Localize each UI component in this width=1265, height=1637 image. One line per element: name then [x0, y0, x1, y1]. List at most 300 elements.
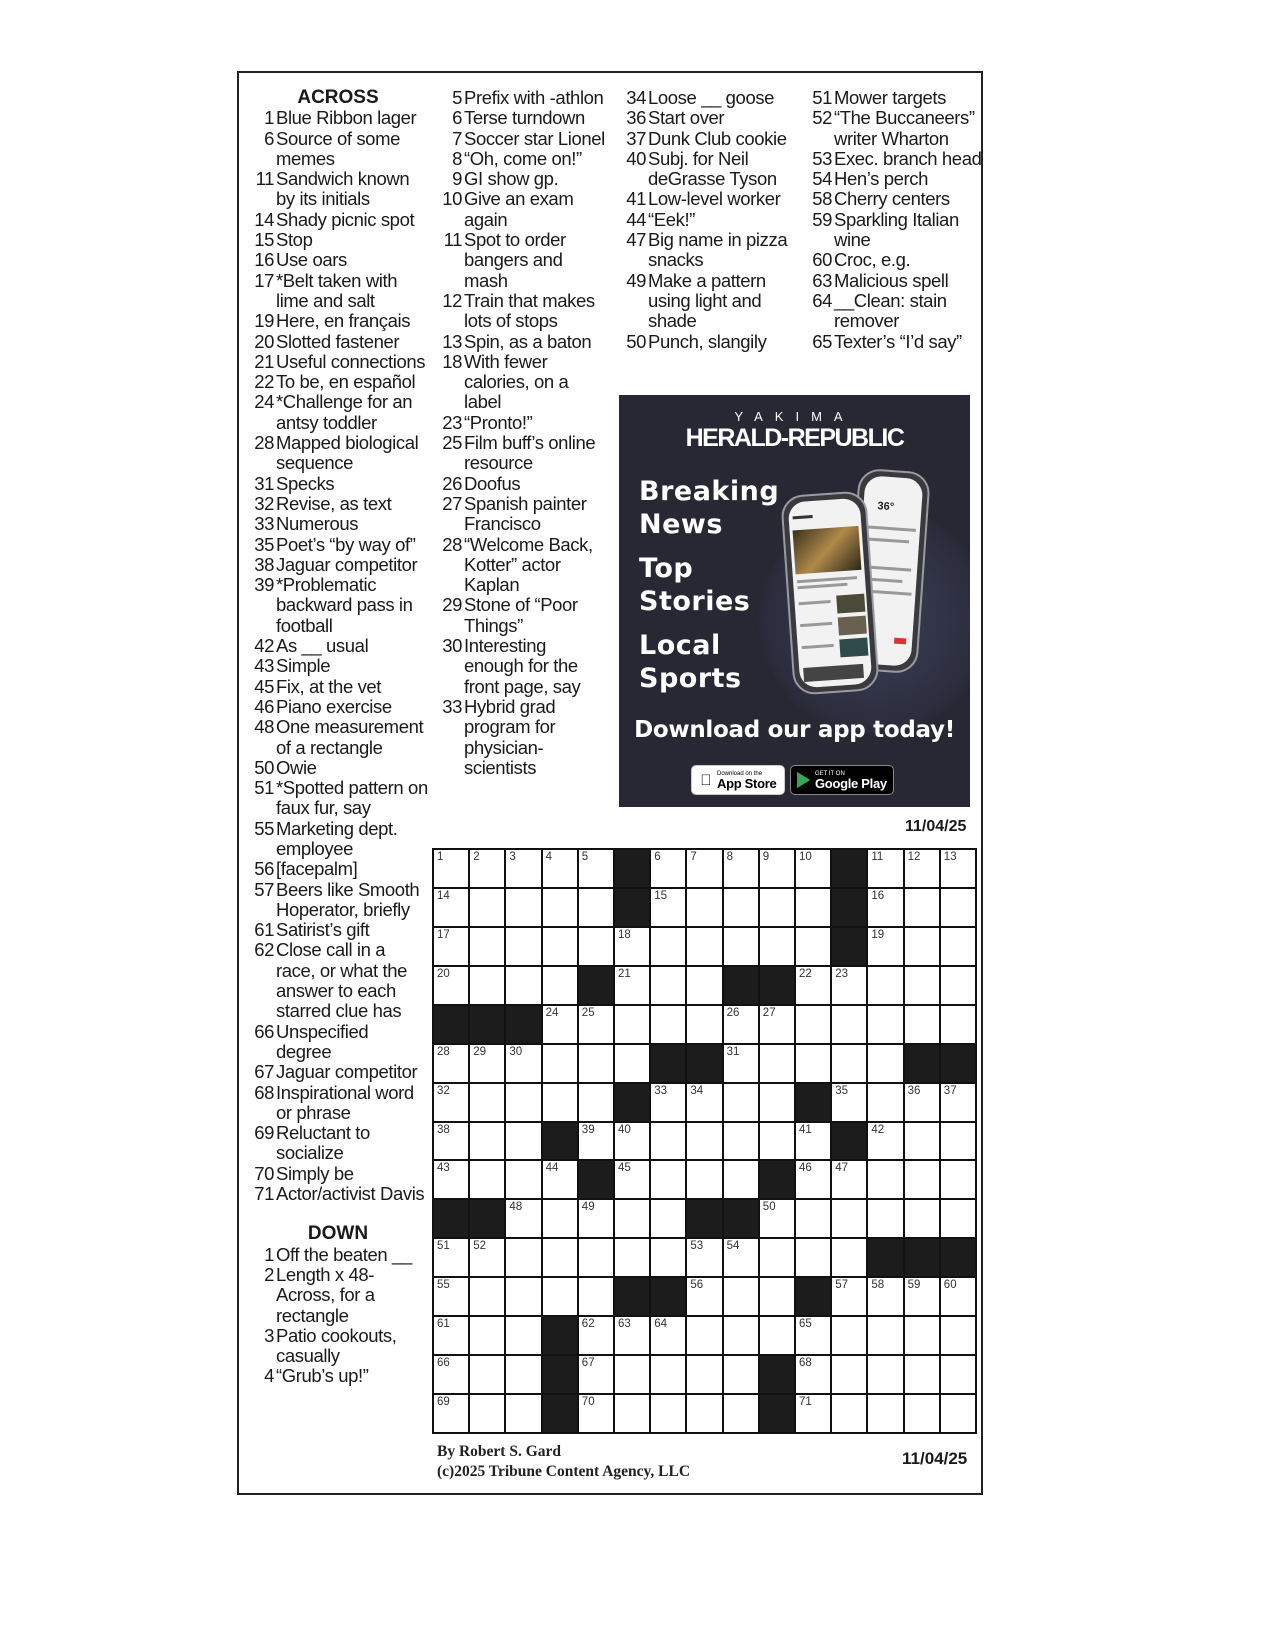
grid-cell[interactable]	[615, 1395, 649, 1432]
clue-text: Piano exercise	[276, 695, 392, 717]
grid-cell[interactable]	[506, 1239, 540, 1276]
grid-cell[interactable]	[543, 1200, 577, 1237]
grid-cell[interactable]	[470, 1356, 504, 1393]
clue-text: *Belt taken with lime and salt	[276, 269, 398, 311]
grid-cell[interactable]	[543, 928, 577, 965]
grid-cell[interactable]	[760, 1084, 794, 1121]
grid-cell[interactable]	[905, 1084, 939, 1121]
grid-cell[interactable]	[651, 1084, 685, 1121]
grid-cell[interactable]	[796, 1395, 830, 1432]
cell-number: 11	[871, 851, 884, 863]
grid-block	[687, 1200, 721, 1237]
clue-text: Loose __ goose	[648, 87, 775, 108]
clue-text: Specks	[276, 472, 335, 494]
grid-cell[interactable]	[506, 1045, 540, 1082]
grid-cell[interactable]	[796, 1006, 830, 1043]
clue-text: Simply be	[276, 1162, 354, 1184]
google-play-button[interactable]	[790, 765, 894, 795]
grid-cell[interactable]	[796, 1317, 830, 1354]
grid-cell[interactable]	[905, 1356, 939, 1393]
clue-text: Stop	[276, 229, 313, 251]
grid-cell[interactable]	[543, 1239, 577, 1276]
grid-cell[interactable]	[868, 1356, 902, 1393]
grid-cell[interactable]	[579, 1123, 613, 1160]
grid-block	[543, 1123, 577, 1160]
grid-cell[interactable]	[506, 1123, 540, 1160]
grid-block	[543, 1317, 577, 1354]
grid-cell[interactable]	[434, 1317, 468, 1354]
grid-cell[interactable]	[579, 1084, 613, 1121]
grid-cell[interactable]	[905, 1006, 939, 1043]
grid-cell[interactable]	[724, 1278, 758, 1315]
across-clue-55	[248, 819, 428, 860]
grid-cell[interactable]	[470, 1278, 504, 1315]
clue-text: Numerous	[276, 513, 359, 535]
down-clue-58	[806, 189, 982, 209]
grid-cell[interactable]	[470, 850, 504, 887]
grid-cell[interactable]	[470, 1395, 504, 1432]
grid-cell[interactable]	[760, 1006, 794, 1043]
grid-cell[interactable]	[434, 928, 468, 965]
clue-number: 38	[254, 553, 274, 575]
clue-text: As __ usual	[276, 635, 369, 657]
cell-number: 24	[545, 1006, 559, 1019]
grid-cell[interactable]	[615, 1317, 649, 1354]
grid-cell[interactable]	[868, 1045, 902, 1082]
grid-cell[interactable]	[941, 1278, 975, 1315]
cell-number: 8	[726, 851, 733, 863]
grid-block	[543, 1356, 577, 1393]
grid-cell[interactable]	[941, 1395, 975, 1432]
clue-number: 37	[626, 127, 646, 149]
grid-cell[interactable]	[579, 1278, 613, 1315]
grid-cell[interactable]	[941, 1084, 975, 1121]
grid-cell[interactable]	[832, 1278, 866, 1315]
grid-block	[615, 850, 649, 887]
clue-text: “Grub’s up!”	[276, 1365, 369, 1387]
grid-cell[interactable]	[470, 1084, 504, 1121]
grid-cell[interactable]	[687, 1161, 721, 1198]
clue-number: 15	[254, 229, 274, 251]
grid-cell[interactable]	[868, 889, 902, 926]
across-clue-28	[248, 433, 428, 474]
cell-number: 2	[473, 851, 480, 863]
grid-block	[506, 1006, 540, 1043]
grid-cell[interactable]	[941, 1006, 975, 1043]
ad-call-to-action: Download our app today!	[634, 717, 955, 743]
across-clue-71	[248, 1184, 428, 1204]
grid-cell[interactable]	[868, 850, 902, 887]
app-store-button[interactable]	[691, 765, 785, 795]
grid-cell[interactable]	[760, 889, 794, 926]
grid-cell[interactable]	[651, 1006, 685, 1043]
ad-feature-word: Stories	[639, 586, 751, 617]
grid-cell[interactable]	[434, 1356, 468, 1393]
puzzle-date-bottom: 11/04/25	[902, 1449, 968, 1468]
grid-cell[interactable]	[506, 1200, 540, 1237]
grid-cell[interactable]	[941, 1200, 975, 1237]
grid-cell[interactable]	[760, 1123, 794, 1160]
grid-cell[interactable]	[579, 850, 613, 887]
cell-number: 27	[762, 1006, 776, 1019]
grid-cell[interactable]	[687, 1395, 721, 1432]
grid-cell[interactable]	[434, 1395, 468, 1432]
down-clue-34	[620, 88, 800, 108]
down-clue-27	[436, 494, 608, 535]
grid-cell[interactable]	[760, 850, 794, 887]
grid-cell[interactable]	[651, 889, 685, 926]
grid-cell[interactable]	[832, 1006, 866, 1043]
clue-number: 31	[254, 472, 274, 494]
grid-cell[interactable]	[796, 1045, 830, 1082]
across-clue-31	[248, 474, 428, 494]
crossword-grid[interactable]	[432, 848, 977, 1434]
grid-cell[interactable]	[905, 1161, 939, 1198]
grid-cell[interactable]	[941, 928, 975, 965]
cell-number: 48	[509, 1201, 523, 1214]
clue-text: Interesting enough for the front page, say	[464, 635, 581, 697]
grid-cell[interactable]	[615, 1161, 649, 1198]
grid-cell[interactable]	[796, 928, 830, 965]
clue-number: 28	[442, 533, 462, 555]
clue-text: Dunk Club cookie	[648, 127, 787, 149]
grid-cell[interactable]	[543, 967, 577, 1004]
cell-number: 10	[799, 851, 812, 863]
grid-cell[interactable]	[687, 1123, 721, 1160]
grid-cell[interactable]	[506, 1395, 540, 1432]
grid-cell[interactable]	[687, 1317, 721, 1354]
clue-text: Reluctant to socialize	[276, 1122, 370, 1164]
grid-cell[interactable]	[832, 1356, 866, 1393]
grid-cell[interactable]	[506, 889, 540, 926]
grid-cell[interactable]	[506, 1356, 540, 1393]
grid-cell[interactable]	[651, 967, 685, 1004]
grid-cell[interactable]	[868, 1278, 902, 1315]
across-clue-42	[248, 636, 428, 656]
across-clue-1	[248, 108, 428, 128]
grid-cell[interactable]	[941, 1356, 975, 1393]
grid-cell[interactable]	[651, 1395, 685, 1432]
grid-cell[interactable]	[941, 1123, 975, 1160]
grid-cell[interactable]	[506, 1317, 540, 1354]
grid-cell[interactable]	[615, 1045, 649, 1082]
grid-cell[interactable]	[760, 1278, 794, 1315]
grid-cell[interactable]	[651, 1356, 685, 1393]
grid-cell[interactable]	[651, 1123, 685, 1160]
grid-block	[434, 1200, 468, 1237]
grid-cell[interactable]	[687, 850, 721, 887]
grid-cell[interactable]	[651, 1200, 685, 1237]
grid-cell[interactable]	[651, 850, 685, 887]
grid-cell[interactable]	[470, 1239, 504, 1276]
grid-cell[interactable]	[905, 1395, 939, 1432]
grid-cell[interactable]	[687, 889, 721, 926]
grid-cell[interactable]	[615, 1200, 649, 1237]
grid-cell[interactable]	[905, 850, 939, 887]
grid-cell[interactable]	[543, 850, 577, 887]
grid-cell[interactable]	[434, 967, 468, 1004]
grid-cell[interactable]	[687, 1356, 721, 1393]
grid-cell[interactable]	[760, 1045, 794, 1082]
grid-cell[interactable]	[868, 1395, 902, 1432]
grid-cell[interactable]	[434, 850, 468, 887]
grid-cell[interactable]	[868, 1084, 902, 1121]
grid-cell[interactable]	[470, 928, 504, 965]
grid-cell[interactable]	[868, 1123, 902, 1160]
ad-feature-3	[639, 629, 742, 695]
grid-cell[interactable]	[724, 928, 758, 965]
grid-cell[interactable]	[905, 1317, 939, 1354]
grid-cell[interactable]	[470, 1045, 504, 1082]
clue-number: 71	[254, 1183, 274, 1205]
grid-cell[interactable]	[434, 1278, 468, 1315]
grid-cell[interactable]	[579, 1045, 613, 1082]
clue-text: Off the beaten __	[276, 1243, 412, 1265]
grid-block	[760, 967, 794, 1004]
grid-cell[interactable]	[796, 1161, 830, 1198]
clue-text: Jaguar competitor	[276, 1061, 418, 1083]
grid-cell[interactable]	[796, 967, 830, 1004]
down-clue-44	[620, 210, 800, 230]
across-clue-46	[248, 697, 428, 717]
grid-cell[interactable]	[543, 889, 577, 926]
across-heading: ACROSS	[297, 87, 379, 108]
cell-number: 6	[654, 851, 661, 863]
grid-cell[interactable]	[506, 1278, 540, 1315]
grid-cell[interactable]	[615, 1006, 649, 1043]
grid-cell[interactable]	[832, 1045, 866, 1082]
grid-cell[interactable]	[905, 889, 939, 926]
grid-cell[interactable]	[724, 1239, 758, 1276]
grid-cell[interactable]	[615, 928, 649, 965]
grid-cell[interactable]	[434, 1123, 468, 1160]
author-credit: By Robert S. Gard	[437, 1443, 561, 1460]
clue-number: 8	[452, 147, 462, 169]
clue-number: 46	[254, 695, 274, 717]
clue-number: 40	[626, 147, 646, 169]
grid-cell[interactable]	[470, 1123, 504, 1160]
grid-cell[interactable]	[651, 1317, 685, 1354]
grid-cell[interactable]	[579, 1395, 613, 1432]
clue-number: 4	[264, 1365, 274, 1387]
grid-cell[interactable]	[941, 1161, 975, 1198]
across-clue-68	[248, 1083, 428, 1124]
down-clue-28	[436, 535, 608, 596]
cell-number: 30	[509, 1045, 523, 1058]
grid-cell[interactable]	[868, 1200, 902, 1237]
clue-text: Malicious spell	[834, 269, 949, 291]
cell-number: 67	[581, 1357, 595, 1370]
grid-cell[interactable]	[543, 1161, 577, 1198]
grid-cell[interactable]	[868, 1006, 902, 1043]
cell-number: 18	[618, 928, 631, 941]
grid-cell[interactable]	[543, 1045, 577, 1082]
grid-cell[interactable]	[724, 1161, 758, 1198]
grid-cell[interactable]	[868, 928, 902, 965]
grid-cell[interactable]	[434, 1239, 468, 1276]
ad-feature-2	[639, 552, 750, 618]
grid-cell[interactable]	[724, 1006, 758, 1043]
clue-number: 50	[254, 756, 274, 778]
grid-cell[interactable]	[796, 1239, 830, 1276]
grid-cell[interactable]	[905, 928, 939, 965]
grid-cell[interactable]	[832, 967, 866, 1004]
grid-cell[interactable]	[832, 1239, 866, 1276]
grid-cell[interactable]	[868, 967, 902, 1004]
across-clue-45	[248, 677, 428, 697]
grid-cell[interactable]	[687, 967, 721, 1004]
grid-cell[interactable]	[434, 1084, 468, 1121]
grid-cell[interactable]	[760, 1239, 794, 1276]
grid-cell[interactable]	[941, 1317, 975, 1354]
clue-text: Blue Ribbon lager	[276, 107, 417, 129]
clue-number: 52	[812, 107, 832, 129]
grid-cell[interactable]	[724, 889, 758, 926]
cell-number: 44	[545, 1162, 559, 1175]
grid-cell[interactable]	[832, 1084, 866, 1121]
grid-cell[interactable]	[543, 1006, 577, 1043]
ad-feature-word: Local	[639, 630, 721, 661]
grid-cell[interactable]	[905, 1200, 939, 1237]
grid-cell[interactable]	[724, 1317, 758, 1354]
grid-cell[interactable]	[651, 928, 685, 965]
grid-cell[interactable]	[579, 1200, 613, 1237]
grid-cell[interactable]	[579, 1317, 613, 1354]
grid-cell[interactable]	[579, 928, 613, 965]
grid-cell[interactable]	[905, 967, 939, 1004]
grid-block	[687, 1045, 721, 1082]
grid-cell[interactable]	[687, 1239, 721, 1276]
grid-cell[interactable]	[579, 1356, 613, 1393]
down-clue-63	[806, 271, 982, 291]
across-clue-69	[248, 1123, 428, 1164]
app-advertisement[interactable]	[619, 395, 970, 807]
grid-cell[interactable]	[615, 1239, 649, 1276]
grid-cell[interactable]	[832, 1200, 866, 1237]
grid-cell[interactable]	[905, 1278, 939, 1315]
grid-cell[interactable]	[941, 850, 975, 887]
cell-number: 51	[437, 1240, 450, 1253]
grid-cell[interactable]	[651, 1239, 685, 1276]
grid-cell[interactable]	[506, 850, 540, 887]
clue-number: 30	[442, 635, 462, 657]
across-clue-39	[248, 575, 428, 636]
grid-cell[interactable]	[760, 928, 794, 965]
grid-cell[interactable]	[615, 967, 649, 1004]
grid-cell[interactable]	[506, 967, 540, 1004]
clue-number: 47	[626, 229, 646, 251]
grid-cell[interactable]	[941, 967, 975, 1004]
grid-cell[interactable]	[506, 1161, 540, 1198]
down-clue-2	[248, 1265, 428, 1326]
grid-cell[interactable]	[760, 1317, 794, 1354]
grid-cell[interactable]	[796, 850, 830, 887]
grid-cell[interactable]	[832, 1395, 866, 1432]
clue-text: Croc, e.g.	[834, 249, 911, 271]
ad-feature-word: News	[639, 509, 723, 540]
down-clue-51	[806, 88, 982, 108]
down-clue-6	[436, 108, 608, 128]
grid-cell[interactable]	[470, 889, 504, 926]
grid-block	[615, 1084, 649, 1121]
clue-number: 34	[626, 87, 646, 108]
grid-cell[interactable]	[796, 1123, 830, 1160]
app-store-small-label: Download on the	[717, 770, 763, 777]
grid-cell[interactable]	[579, 1006, 613, 1043]
grid-cell[interactable]	[760, 1200, 794, 1237]
grid-cell[interactable]	[470, 967, 504, 1004]
grid-cell[interactable]	[543, 1084, 577, 1121]
grid-cell[interactable]	[832, 1161, 866, 1198]
grid-cell[interactable]	[687, 1006, 721, 1043]
grid-cell[interactable]	[651, 1161, 685, 1198]
grid-cell[interactable]	[579, 1239, 613, 1276]
grid-cell[interactable]	[687, 1278, 721, 1315]
cell-number: 12	[907, 851, 921, 863]
cell-number: 20	[437, 967, 450, 980]
cell-number: 7	[690, 851, 697, 863]
grid-cell[interactable]	[868, 1317, 902, 1354]
cell-number: 40	[618, 1123, 631, 1136]
grid-cell[interactable]	[724, 850, 758, 887]
grid-block	[941, 1045, 975, 1082]
grid-cell[interactable]	[941, 889, 975, 926]
grid-cell[interactable]	[832, 1317, 866, 1354]
clue-column-2	[436, 88, 608, 778]
grid-cell[interactable]	[615, 1356, 649, 1393]
grid-cell[interactable]	[506, 928, 540, 965]
grid-cell[interactable]	[724, 1356, 758, 1393]
clue-text: Start over	[648, 107, 725, 129]
grid-cell[interactable]	[470, 1317, 504, 1354]
clue-number: 9	[452, 168, 462, 190]
grid-cell[interactable]	[687, 928, 721, 965]
clue-text: Use oars	[276, 249, 347, 271]
grid-cell[interactable]	[543, 1278, 577, 1315]
grid-cell[interactable]	[796, 889, 830, 926]
down-clue-4	[248, 1366, 428, 1386]
down-clue-53	[806, 149, 982, 169]
grid-cell[interactable]	[868, 1161, 902, 1198]
clue-number: 55	[254, 817, 274, 839]
down-clue-5	[436, 88, 608, 108]
grid-cell[interactable]	[687, 1084, 721, 1121]
cell-number: 59	[907, 1279, 921, 1292]
grid-cell[interactable]	[506, 1084, 540, 1121]
clue-text: Satirist’s gift	[276, 919, 370, 941]
grid-cell[interactable]	[615, 1123, 649, 1160]
grid-cell[interactable]	[724, 1395, 758, 1432]
cell-number: 22	[799, 967, 812, 980]
clue-text: “Pronto!”	[464, 411, 533, 433]
grid-cell[interactable]	[905, 1123, 939, 1160]
grid-cell[interactable]	[724, 1084, 758, 1121]
grid-cell[interactable]	[796, 1200, 830, 1237]
grid-cell[interactable]	[434, 889, 468, 926]
grid-cell[interactable]	[579, 889, 613, 926]
cell-number: 35	[835, 1084, 848, 1097]
grid-cell[interactable]	[724, 1045, 758, 1082]
grid-cell[interactable]	[470, 1161, 504, 1198]
grid-cell[interactable]	[724, 1123, 758, 1160]
grid-cell[interactable]	[796, 1356, 830, 1393]
ad-feature-1	[639, 475, 779, 541]
grid-cell[interactable]	[434, 1045, 468, 1082]
cell-number: 50	[762, 1201, 776, 1214]
clue-number: 41	[626, 188, 646, 210]
grid-cell[interactable]	[434, 1161, 468, 1198]
cell-number: 49	[581, 1201, 595, 1214]
